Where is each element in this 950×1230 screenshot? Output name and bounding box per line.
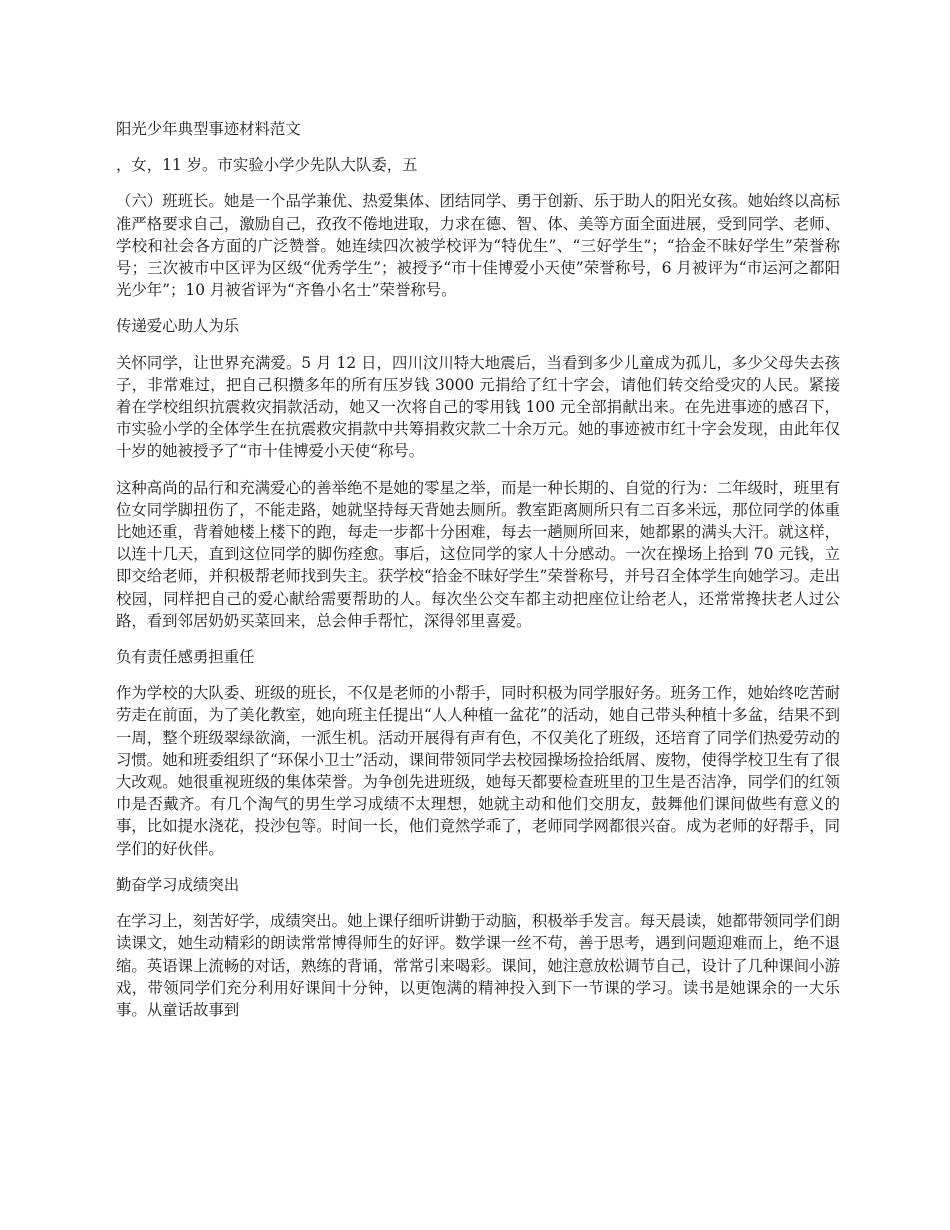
section-love-paragraph-2: 这种高尚的品行和充满爱心的善举绝不是她的零星之举，而是一种长期的、自觉的行为：二年级时，班里有位女同学脚扭伤了，不能走路，她就坚持每天背她去厕所。教室距离厕所只有二百多米远，那位同学的体重比她还重，背着她楼上楼下的跑，每走一步都十分困难，每去一趟厕所回来，她都累的满头大汗。就这样，以连十几天，直到这位同学的脚伤痊愈。事后，这位同学的家人十分感动。一次在操场上拾到 70 元钱，立即交给老师，并积极帮老师找到失主。获学校“拾金不昧好学生”荣誉称号，并号召全体学生向她学习。走出校园，同样把自己的爱心献给需要帮助的人。每次坐公交车都主动把座位让给老人，还常常搀扶老人过公路，看到邻居奶奶买菜回来，总会伸手帮忙，深得邻里喜爱。 xyxy=(116,478,840,630)
section-responsibility-paragraph: 作为学校的大队委、班级的班长，不仅是老师的小帮手，同时积极为同学服好务。班务工作，她始终吃苦耐劳走在前面，为了美化教室，她向班主任提出“人人种植一盆花”的活动，她自己带头种植十多盆，结果不到一周，整个班级翠绿欲滴，一派生机。活动开展得有声有色，不仅美化了班级，还培育了同学们热爱劳动的习惯。她和班委组织了“环保小卫士”活动，课间带领同学去校园操场捡拾纸屑、废物，使得学校卫生有了很大改观。她很重视班级的集体荣誉。为争创先进班级，她每天都要检查班里的卫生是否洁净，同学们的红领巾是否戴齐。有几个淘气的男生学习成绩不太理想，她就主动和他们交朋友，鼓舞他们课间做些有意义的事，比如提水浇花，投沙包等。时间一长，他们竟然学乖了，老师同学网都很兴奋。成为老师的好帮手，同学们的好伙伴。 xyxy=(116,684,840,858)
document-title: 阳光少年典型事迹材料范文 xyxy=(116,120,301,138)
section-heading-responsibility: 负有责任感勇担重任 xyxy=(116,648,255,667)
section-study-paragraph: 在学习上，刻苦好学，成绩突出。她上课仔细听讲勤于动脑，积极举手发言。每天晨读，她都带领同学们朗读课文，她生动精彩的朗读常常博得师生的好评。数学课一丝不苟，善于思考，遇到问题迎难而上，绝不退缩。英语课上流畅的对话，熟练的背诵，常常引来喝彩。课间，她注意放松调节自己，设计了几种课间小游戏，带领同学们充分利用好课间十分钟，以更饱满的精神投入到下一节课的学习。读书是她课余的一大乐事。从童话故事到 xyxy=(116,912,840,1019)
section-love-paragraph-1: 关怀同学，让世界充满爱。5 月 12 日，四川汶川特大地震后，当看到多少儿童成为孤儿，多少父母失去孩子，非常难过，把自己积攒多年的所有压岁钱 3000 元捐给了红十字会，请他们转交给受灾的人民。紧接着在学校组织抗震救灾捐款活动，她又一次将自己的零用钱 100 元全部捐献出来。在先进事迹的感召下，市实验小学的全体学生在抗震救灾捐款中共筹捐救灾款二十余万元。她的事迹被市红十字会发现，由此年仅十岁的她被授予了“市十佳博爱小天使“称号。 xyxy=(116,353,840,461)
intro-line: ，女，11 岁。市实验小学少先队大队委，五 xyxy=(116,156,418,175)
document-page xyxy=(116,118,840,1035)
section-heading-love: 传递爱心助人为乐 xyxy=(116,317,240,336)
section-heading-study: 勤奋学习成绩突出 xyxy=(116,875,240,894)
intro-paragraph: （六）班班长。她是一个品学兼优、热爱集体、团结同学、勇于创新、乐于助人的阳光女孩。她始终以高标准严格要求自己，激励自己，孜孜不倦地进取，力求在德、智、体、美等方面全面进展，受到同学、老师、学校和社会各方面的广泛赞誉。她连续四次被学校评为“特优生”、“三好学生”；“拾金不昧好学生”荣誉称号；三次被市中区评为区级“优秀学生”；被授予“市十佳博爱小天使”荣誉称号，6 月被评为“市运河之都阳光少年”；10 月被省评为“齐鲁小名士”荣誉称号。 xyxy=(116,192,840,300)
